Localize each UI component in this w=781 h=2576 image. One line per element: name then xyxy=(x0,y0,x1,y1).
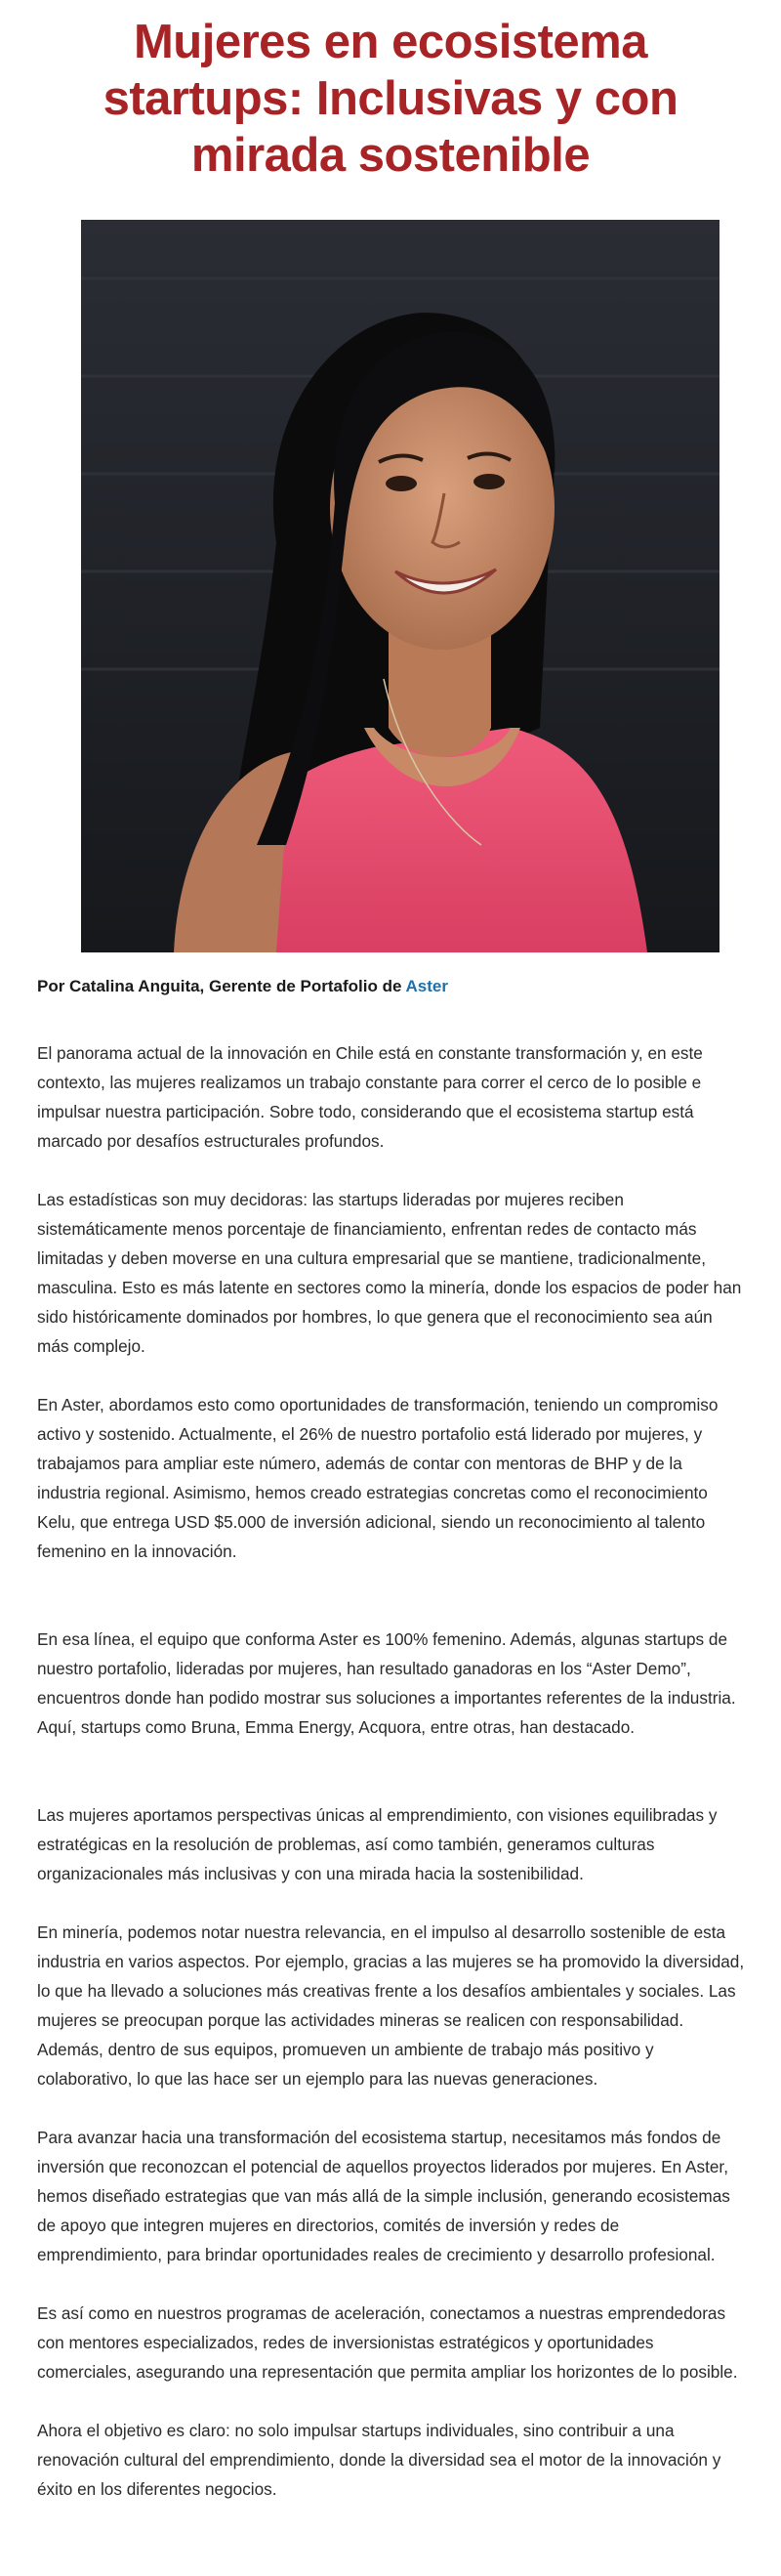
aster-link[interactable]: Aster xyxy=(405,977,448,995)
paragraph-7: Para avanzar hacia una transformación del ecosistema startup, necesitamos más fondos de inversión que reconozcan el potencial de aquellos proyectos liderados por mujeres. En Aster, hemos diseñado estrategias que van más allá de la simple inclusión, generando ecosistemas de apoyo que integren mujeres en directorios, comités de inversión y redes de emprendimiento, para brindar oportunidades reales de crecimiento y desarrollo profesional. xyxy=(37,2128,730,2264)
byline-text: Por Catalina Anguita, Gerente de Portafolio de xyxy=(37,977,406,995)
portrait-illustration xyxy=(81,220,719,952)
paragraph-8: Es así como en nuestros programas de aceleración, conectamos a nuestras emprendedoras con mentores especializados, redes de inversionistas estratégicos y oportunidades comerciales, asegurando una representación que permita ampliar los horizontes de lo posible. xyxy=(37,2303,738,2382)
article-title: Mujeres en ecosistema startups: Inclusivas y con mirada sostenible xyxy=(103,16,678,182)
paragraph-5: Las mujeres aportamos perspectivas únicas al emprendimiento, con visiones equilibradas y estratégicas en la resolución de problemas, así como también, generamos culturas organizacionales más inclusivas y con una mirada hacia la sostenibilidad. xyxy=(37,1805,718,1883)
paragraph-2: Las estadísticas son muy decidoras: las startups lideradas por mujeres reciben sistemáticamente menos porcentaje de financiamiento, enfrentan redes de contacto más limitadas y deben moverse en una cultura empresarial que se mantiene, tradicionalmente, masculina. Esto es más latente en sectores como la minería, donde los espacios de poder han sido históricamente dominados por hombres, lo que genera que el reconocimiento sea aún más complejo. xyxy=(37,1190,742,1356)
paragraph-1: El panorama actual de la innovación en Chile está en constante transformación y, en este contexto, las mujeres realizamos un trabajo constante para correr el cerco de lo posible e impulsar nuestra participación. Sobre todo, considerando que el ecosistema startup está marcado por desafíos estructurales profundos. xyxy=(37,1043,703,1151)
paragraph-9: Ahora el objetivo es claro: no solo impulsar startups individuales, sino contribuir a una renovación cultural del emprendimiento, donde la diversidad sea el motor de la innovación y éxito en los diferentes negocios. xyxy=(37,2421,721,2499)
portrait-photo xyxy=(81,220,719,952)
paragraph-3: En Aster, abordamos esto como oportunidades de transformación, teniendo un compromiso activo y sostenido. Actualmente, el 26% de nuestro portafolio está liderado por mujeres, y trabajamos para ampliar este número, además de contar con mentoras de BHP y de la industria regional. Asimismo, hemos creado estrategias concretas como el reconocimiento Kelu, que entrega USD $5.000 de inversión adicional, siendo un reconocimiento al talento femenino en la innovación. xyxy=(37,1395,719,1561)
paragraph-6: En minería, podemos notar nuestra relevancia, en el impulso al desarrollo sostenible de esta industria en varios aspectos. Por ejemplo, gracias a las mujeres se ha promovido la diversidad, lo que ha llevado a soluciones más creativas frente a los desafíos ambientales y sociales. Las mujeres se preocupan porque las actividades mineras se realicen con responsabilidad. Además, dentro de sus equipos, promueven un ambiente de trabajo más positivo y colaborativo, lo que las hace ser un ejemplo para las nuevas generaciones. xyxy=(37,1922,745,2089)
paragraph-4: En esa línea, el equipo que conforma Aster es 100% femenino. Además, algunas startups de nuestro portafolio, lideradas por mujeres, han resultado ganadoras en los “Aster Demo”, encuentros donde han podido mostrar sus soluciones a importantes referentes de la industria. Aquí, startups como Bruna, Emma Energy, Acquora, entre otras, han destacado. xyxy=(37,1629,736,1737)
byline xyxy=(37,977,448,996)
